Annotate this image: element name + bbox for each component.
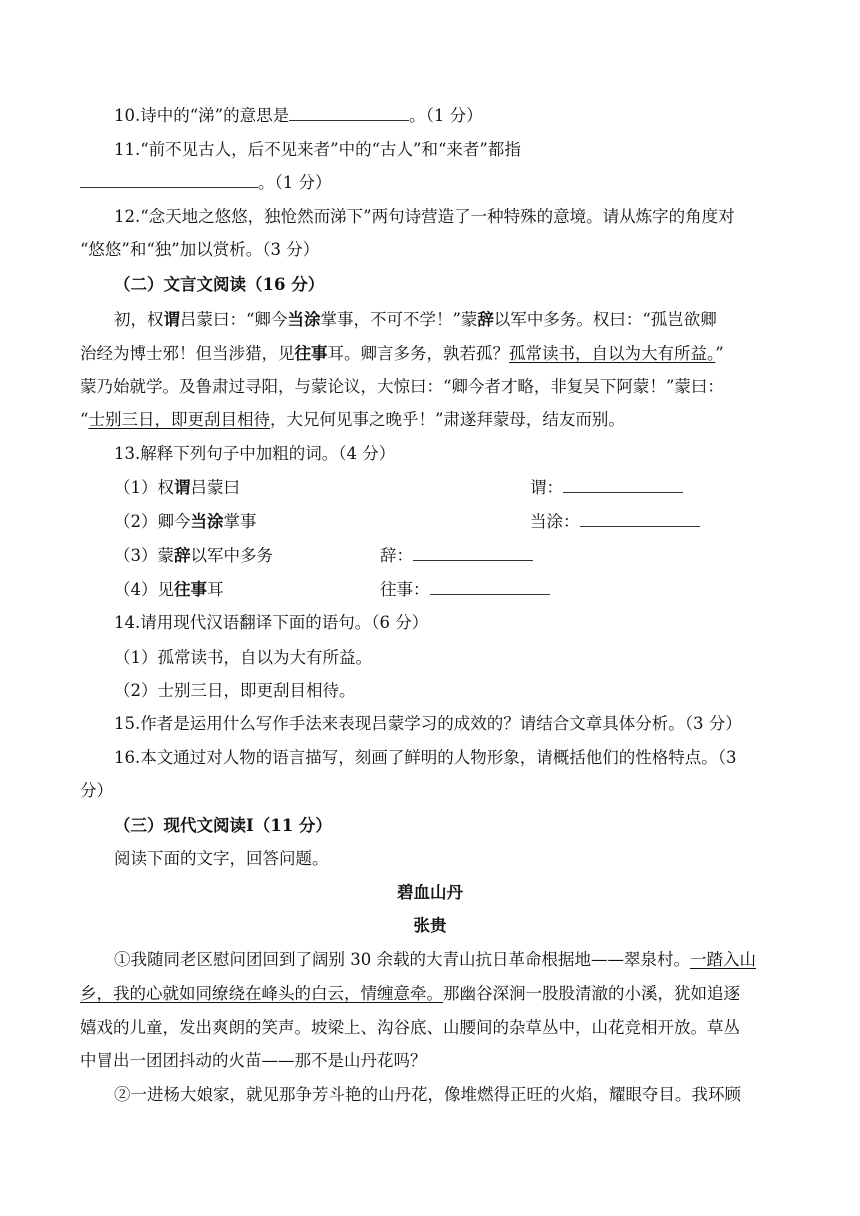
q13-title: 13.解释下列句子中加粗的词。（4 分） <box>114 444 396 463</box>
q12-line2: “悠悠”和“独”加以赏析。（3 分） <box>80 240 320 259</box>
article-author: 张贵 <box>413 916 447 935</box>
passage-line2 <box>80 344 780 364</box>
q13-answer-2 <box>530 512 700 532</box>
q16-line1: 16.本文通过对人物的语言描写，刻画了鲜明的人物形象，请概括他们的性格特点。（3 <box>114 748 737 767</box>
answer-label: 当涂： <box>530 512 580 531</box>
item-text: （1）权 <box>114 478 174 497</box>
passage-text: 掌事，不可不学！”蒙 <box>320 310 478 329</box>
q15: 15.作者是运用什么写作手法来表现吕蒙学习的成效的？请结合文章具体分析。（3 分） <box>114 714 742 733</box>
answer-blank[interactable] <box>580 512 700 527</box>
q13-item-1 <box>114 478 814 498</box>
answer-label: 谓： <box>530 478 563 497</box>
q11-score: 。（1 分） <box>258 173 332 192</box>
passage-text: 吕蒙曰：“卿今 <box>180 310 288 329</box>
section2-title: （二）文言文阅读（16 分） <box>114 275 325 294</box>
answer-blank[interactable] <box>80 173 258 188</box>
answer-label: 往事： <box>380 580 430 599</box>
q14-sentence-2: （2）士别三日，即更刮目相待。 <box>114 681 356 700</box>
q14-title: 14.请用现代汉语翻译下面的语句。（6 分） <box>114 613 429 632</box>
bold-word: 辞 <box>174 546 191 565</box>
q13-answer-1 <box>530 478 683 498</box>
bold-word: 谓 <box>163 310 180 329</box>
underlined-sentence: 一踏入山 <box>690 950 756 969</box>
bold-word: 往事 <box>294 344 328 363</box>
passage-line1 <box>114 310 814 330</box>
answer-blank[interactable] <box>413 546 533 561</box>
q13-item-2 <box>114 512 814 532</box>
article-text: ①我随同老区慰问团回到了阔别 30 余载的大青山抗日革命根据地——翠泉村。 <box>114 950 690 969</box>
bold-word: 当涂 <box>287 310 321 329</box>
bold-word: 谓 <box>174 478 191 497</box>
bold-word: 当涂 <box>190 512 224 531</box>
answer-blank[interactable] <box>289 106 409 121</box>
bold-word: 往事 <box>174 580 207 599</box>
answer-label: 辞： <box>380 546 413 565</box>
article-p1-line4: 中冒出一团团抖动的火苗——那不是山丹花吗？ <box>80 1051 427 1070</box>
item-text: 以军中多务 <box>190 546 273 565</box>
article-p1-line2 <box>80 984 780 1004</box>
q10-score: 。（1 分） <box>409 106 483 125</box>
bold-word: 辞 <box>477 310 494 329</box>
passage-text: 初，权 <box>114 310 164 329</box>
passage-text: “ <box>80 410 89 429</box>
q11-line2 <box>80 173 780 193</box>
item-text: （4）见 <box>114 580 174 599</box>
q12-line1: 12.“念天地之悠悠，独怆然而涕下”两句诗营造了一种特殊的意境。请从炼字的角度对 <box>114 207 735 226</box>
underlined-sentence: 士别三日，即更刮目相待 <box>88 410 270 429</box>
section3-instruction: 阅读下面的文字，回答问题。 <box>114 849 329 868</box>
article-title: 碧血山丹 <box>397 883 463 902</box>
q13-answer-3 <box>380 546 533 566</box>
item-text: 吕蒙曰 <box>190 478 240 497</box>
q14-sentence-1: （1）孤常读书，自以为大有所益。 <box>114 648 372 667</box>
passage-text: ” <box>715 344 724 363</box>
passage-line3: 蒙乃始就学。及鲁肃过寻阳，与蒙论议，大惊曰：“卿今者才略，非复吴下阿蒙！”蒙曰： <box>80 377 724 396</box>
item-text: （3）蒙 <box>114 546 174 565</box>
passage-text: ，大兄何见事之晚乎！”肃遂拜蒙母，结友而别。 <box>269 410 625 429</box>
article-p1-line1 <box>114 950 814 970</box>
section3-title: （三）现代文阅读Ⅰ（11 分） <box>114 816 332 835</box>
answer-blank[interactable] <box>563 478 683 493</box>
passage-line4 <box>80 410 780 430</box>
underlined-sentence: 乡，我的心就如同缭绕在峰头的白云，情缠意牵。 <box>80 984 443 1003</box>
q13-answer-4 <box>380 580 550 600</box>
article-text: 那幽谷深涧一股股清澈的小溪，犹如追逐 <box>443 984 740 1003</box>
article-p2-line1: ②一进杨大娘家，就见那争芳斗艳的山丹花，像堆燃得正旺的火焰，耀眼夺目。我环顾 <box>114 1085 741 1104</box>
passage-text: 以军中多务。权曰：“孤岂欲卿 <box>493 310 717 329</box>
q11-line1: 11.“前不见古人，后不见来者”中的“古人”和“来者”都指 <box>114 140 521 159</box>
passage-text: 耳。卿言多务，孰若孤？ <box>327 344 509 363</box>
item-text: （2）卿今 <box>114 512 191 531</box>
q10 <box>114 106 814 126</box>
q16-line2: 分） <box>80 781 113 800</box>
q10-text: 10.诗中的“涕”的意思是 <box>114 106 290 125</box>
answer-blank[interactable] <box>430 580 550 595</box>
item-text: 掌事 <box>223 512 257 531</box>
passage-text: 治经为博士邪！但当涉猎，见 <box>80 344 295 363</box>
article-p1-line3: 嬉戏的儿童，发出爽朗的笑声。坡梁上、沟谷底、山腰间的杂草丛中，山花竞相开放。草丛 <box>80 1018 740 1037</box>
underlined-sentence: 孤常读书，自以为大有所益。 <box>509 344 716 363</box>
item-text: 耳 <box>207 580 224 599</box>
